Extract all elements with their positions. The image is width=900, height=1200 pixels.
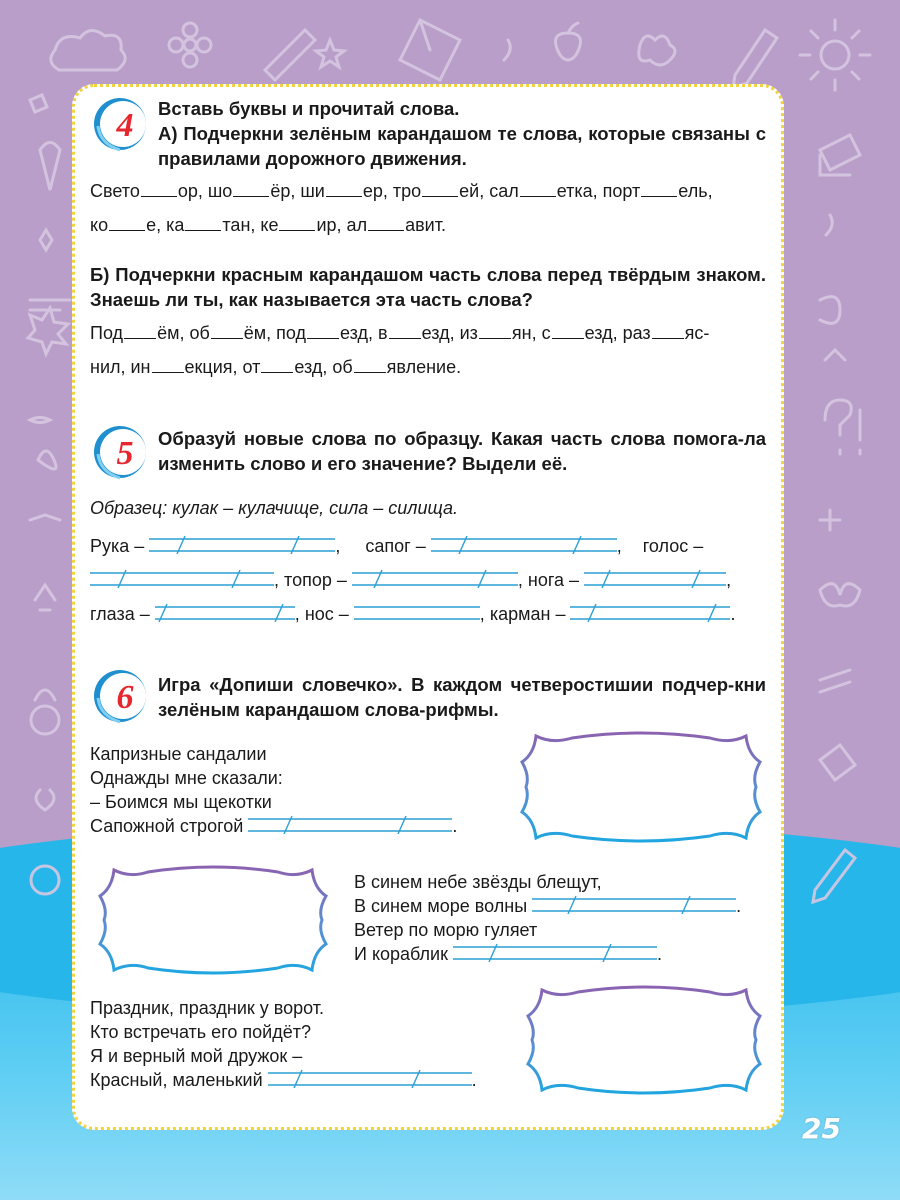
- comma: ,: [274, 570, 280, 590]
- word-part: ёр, ши: [270, 181, 325, 201]
- answer-line[interactable]: [431, 534, 617, 552]
- poem-line: – Боимся мы щекотки: [90, 792, 272, 812]
- task-6-number-badge: [92, 668, 148, 724]
- poem-line: Праздник, праздник у ворот.: [90, 998, 325, 1018]
- word-part: ей, сал: [459, 181, 519, 201]
- blank[interactable]: [185, 216, 221, 231]
- task-5-title: Образуй новые слова по образцу. Какая часть слова помога-ла изменить слово и его значение? Выдели её.: [158, 428, 766, 474]
- answer-line[interactable]: [453, 942, 657, 960]
- task-4-heading: Вставь буквы и прочитай слова.: [158, 98, 460, 119]
- answer-line[interactable]: [352, 568, 518, 586]
- task-4-line-3: [90, 322, 709, 344]
- blank[interactable]: [422, 182, 458, 197]
- poem-line: Я и верный мой дружок –: [90, 1046, 303, 1066]
- task-6-number: 6: [116, 679, 134, 716]
- comma: ,: [726, 570, 732, 590]
- word-part: ир, ал: [316, 215, 368, 235]
- blank[interactable]: [326, 182, 362, 197]
- poem-line: Однажды мне сказали:: [90, 768, 283, 788]
- task-5-number-badge: [92, 424, 148, 480]
- word: топор –: [284, 570, 347, 590]
- blank[interactable]: [211, 324, 243, 339]
- answer-frame-2[interactable]: [90, 864, 336, 976]
- poem-line: Кто встречать его пойдёт?: [90, 1022, 311, 1042]
- poem-line: Сапожной строгой: [90, 816, 244, 836]
- word: Рука –: [90, 536, 145, 556]
- poem-line: В синем море волны: [354, 896, 528, 916]
- answer-line[interactable]: [155, 602, 295, 620]
- task-5-row-2: [90, 568, 731, 591]
- answer-frame-1[interactable]: [512, 730, 770, 844]
- word-part: яс-: [684, 323, 710, 343]
- word-part: ян, с: [511, 323, 551, 343]
- word-part: авит.: [405, 215, 446, 235]
- word-part: езд, из: [421, 323, 478, 343]
- blank[interactable]: [479, 324, 511, 339]
- blank[interactable]: [368, 216, 404, 231]
- poem-line: Капризные сандалии: [90, 744, 267, 764]
- task-4-number-badge: [92, 96, 148, 152]
- period: .: [471, 1070, 477, 1090]
- task-4-line-4: [90, 356, 461, 378]
- word: голос –: [642, 536, 704, 556]
- task-5-row-3: [90, 602, 736, 625]
- blank[interactable]: [152, 358, 184, 373]
- poem-2: [354, 870, 741, 966]
- answer-line[interactable]: [268, 1068, 472, 1086]
- poem-3: [90, 996, 477, 1092]
- word-part: е, ка: [146, 215, 185, 235]
- comma: ,: [294, 604, 300, 624]
- word-part: етка, порт: [556, 181, 641, 201]
- task-4-line-2: [90, 214, 446, 236]
- task-4-line-1: [90, 180, 713, 202]
- poem-line: И кораблик: [354, 944, 448, 964]
- blank[interactable]: [552, 324, 584, 339]
- word-part: ер, тро: [362, 181, 422, 201]
- blank[interactable]: [354, 358, 386, 373]
- blank[interactable]: [641, 182, 677, 197]
- period: .: [452, 816, 458, 836]
- period: .: [736, 896, 742, 916]
- word-part: ём, об: [157, 323, 210, 343]
- word-part: ём, под: [243, 323, 307, 343]
- answer-line[interactable]: [570, 602, 730, 620]
- period: .: [657, 944, 663, 964]
- period: .: [730, 604, 736, 624]
- answer-frame-3[interactable]: [518, 984, 770, 1096]
- task-4-title: [158, 96, 766, 171]
- word-part: езд, раз: [584, 323, 651, 343]
- blank[interactable]: [279, 216, 315, 231]
- blank[interactable]: [109, 216, 145, 231]
- word: карман –: [489, 604, 566, 624]
- word-part: нил, ин: [90, 357, 151, 377]
- blank[interactable]: [233, 182, 269, 197]
- word: глаза –: [90, 604, 150, 624]
- task-5-number: 5: [116, 435, 134, 472]
- word-part: ко: [90, 215, 109, 235]
- blank[interactable]: [261, 358, 293, 373]
- word-part: екция, от: [184, 357, 261, 377]
- poem-line: Ветер по морю гуляет: [354, 920, 538, 940]
- blank[interactable]: [389, 324, 421, 339]
- task-5-row-1: [90, 534, 703, 557]
- word: нос –: [304, 604, 349, 624]
- word: нога –: [527, 570, 580, 590]
- blank[interactable]: [124, 324, 156, 339]
- task-6-title: Игра «Допиши словечко». В каждом четверостишии подчер-кни зелёным карандашом слова-рифмы.: [158, 674, 766, 720]
- word-part: езд, в: [340, 323, 388, 343]
- page-number: 25: [802, 1112, 841, 1145]
- blank[interactable]: [141, 182, 177, 197]
- word-part: тан, ке: [222, 215, 279, 235]
- answer-line[interactable]: [90, 568, 274, 586]
- word-part: ор, шо: [177, 181, 233, 201]
- poem-line: В синем небе звёзды блещут,: [354, 872, 602, 892]
- blank[interactable]: [307, 324, 339, 339]
- word: сапог –: [365, 536, 426, 556]
- poem-1: [90, 742, 457, 838]
- blank[interactable]: [652, 324, 684, 339]
- answer-line[interactable]: [532, 894, 736, 912]
- task-4-number: 4: [116, 107, 134, 144]
- answer-line[interactable]: [248, 814, 452, 832]
- answer-line[interactable]: [354, 602, 480, 620]
- blank[interactable]: [520, 182, 556, 197]
- comma: ,: [335, 536, 341, 556]
- poem-line: Красный, маленький: [90, 1070, 263, 1090]
- comma: ,: [517, 570, 523, 590]
- comma: ,: [479, 604, 485, 624]
- task-4-part-b: Б) Подчеркни красным карандашом часть слова перед твёрдым знаком. Знаешь ли ты, как называется эта часть слова?: [90, 264, 766, 310]
- task-5-sample: Образец: кулак – кулачище, сила – силища.: [90, 498, 458, 518]
- word-part: Свето: [90, 181, 140, 201]
- word-part: езд, об: [294, 357, 353, 377]
- answer-line[interactable]: [584, 568, 726, 586]
- task-4-part-a: А) Подчеркни зелёным карандашом те слова, которые связаны с правилами дорожного движения.: [158, 123, 766, 169]
- answer-line[interactable]: [149, 534, 335, 552]
- word-part: явление.: [386, 357, 462, 377]
- comma: ,: [616, 536, 622, 556]
- word-part: Под: [90, 323, 124, 343]
- word-part: ель,: [678, 181, 713, 201]
